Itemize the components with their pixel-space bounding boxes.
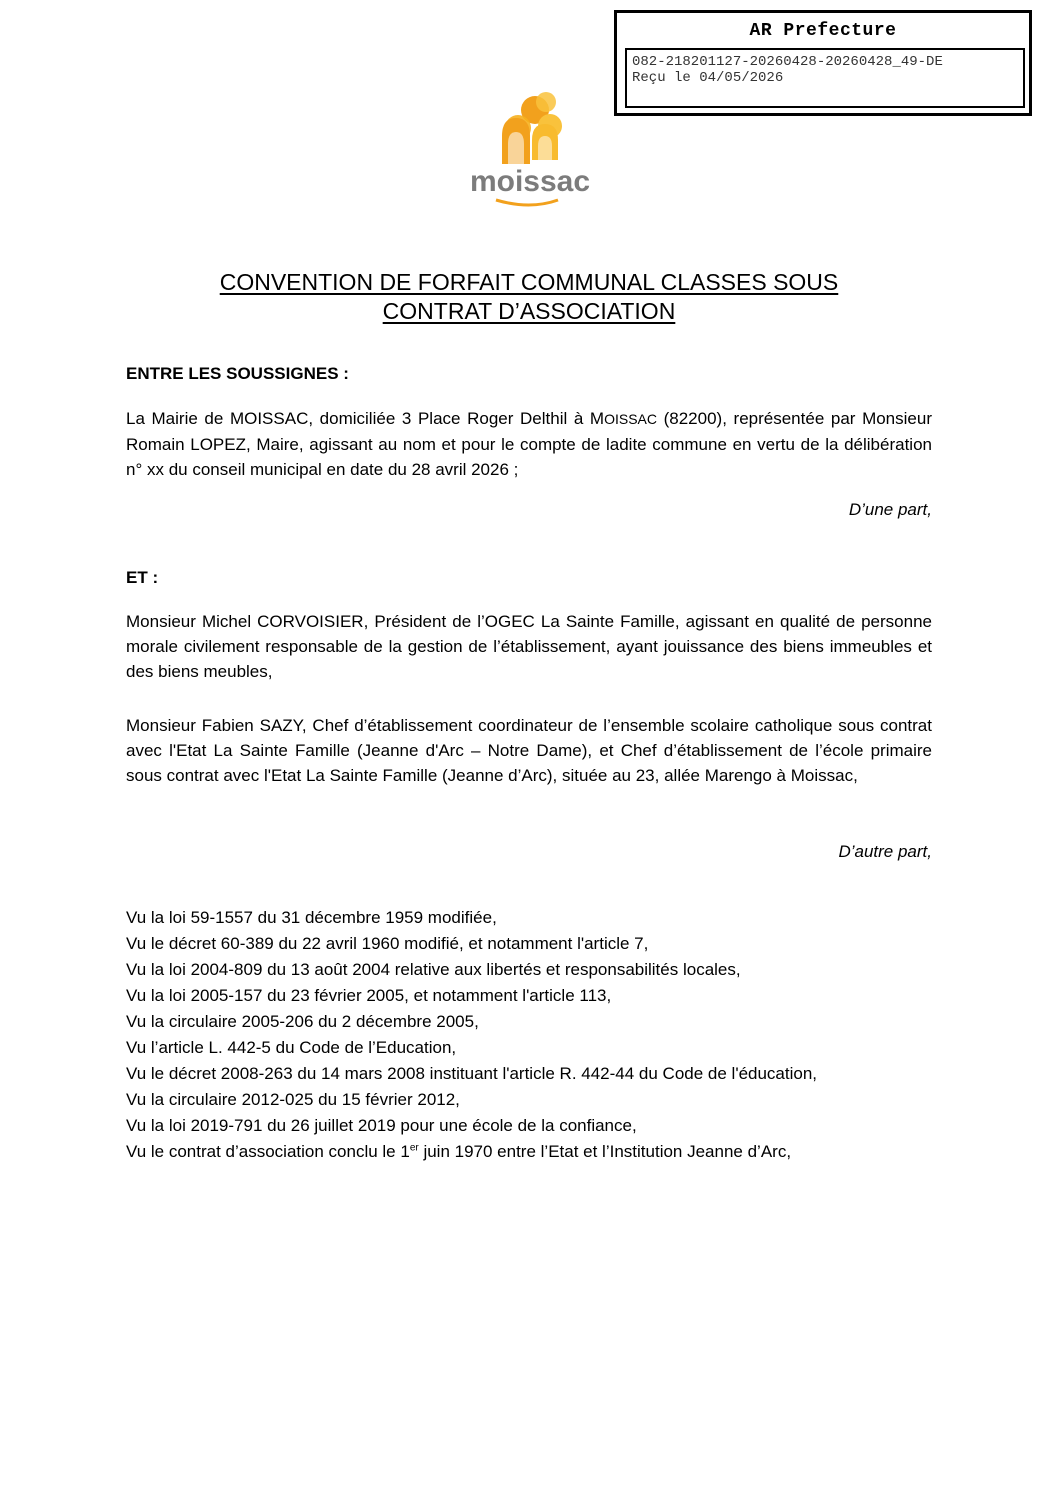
logo-text: moissac — [469, 165, 591, 198]
mairie-text-smallcaps: OISSAC — [604, 411, 657, 427]
moissac-logo-graphic — [450, 88, 610, 210]
legal-reference-item: Vu le décret 2008-263 du 14 mars 2008 instituant l'article R. 442-44 du Code de l'éducation, — [126, 1064, 818, 1083]
stamp-received: Reçu le 04/05/2026 — [632, 70, 784, 86]
ogec-paragraph: Monsieur Michel CORVOISIER, Président de l’OGEC La Sainte Famille, agissant en qualité de personne morale civilement responsable de la gestion de l’établissement, ayant jouissance des biens immeubles et des biens meubles, — [126, 612, 932, 681]
document-title — [126, 268, 932, 326]
logo-circle — [536, 92, 556, 112]
logo-arch-opening — [538, 136, 552, 160]
chef-paragraph: Monsieur Fabien SAZY, Chef d’établissement coordinateur de l’ensemble scolaire catholique sous contrat avec l'Etat La Sainte Famille (Jeanne d'Arc – Notre Dame), et Chef d’établissement de l’école primaire sous contrat avec l'Etat La Sainte Famille (Jeanne d’Arc), située au 23, allée Marengo à Moissac, — [126, 716, 932, 785]
legal-reference-item: Vu la loi 2019-791 du 26 juillet 2019 pour une école de la confiance, — [126, 1116, 637, 1135]
prefecture-stamp — [614, 10, 1032, 116]
legal-reference-last-text: Vu le contrat d’association conclu le 1 — [126, 1142, 410, 1161]
between-heading: ENTRE LES SOUSSIGNES : — [126, 364, 349, 383]
second-party: D’autre part, — [838, 842, 932, 861]
legal-reference-item: Vu la circulaire 2012-025 du 15 février 2012, — [126, 1090, 460, 1109]
first-party: D’une part, — [848, 500, 932, 519]
title-line-1: CONVENTION DE FORFAIT COMMUNAL CLASSES SOUS — [219, 269, 839, 295]
legal-reference-item: Vu le décret 60-389 du 22 avril 1960 modifié, et notamment l'article 7, — [126, 934, 649, 953]
stamp-id: 082-218201127-20260428-20260428_49-DE — [632, 54, 943, 70]
and-heading: ET : — [126, 568, 159, 587]
legal-reference-last — [126, 1139, 932, 1165]
legal-reference-item: Vu la loi 2004-809 du 13 août 2004 relative aux libertés et responsabilités locales, — [126, 960, 741, 979]
legal-reference-item: Vu l’article L. 442-5 du Code de l’Education, — [126, 1038, 457, 1057]
legal-reference-item: Vu la loi 2005-157 du 23 février 2005, et notamment l'article 113, — [126, 986, 612, 1005]
legal-reference-item: Vu la loi 59-1557 du 31 décembre 1959 modifiée, — [126, 908, 497, 927]
legal-references-list — [126, 905, 932, 1139]
stamp-title: AR Prefecture — [749, 21, 897, 41]
legal-reference-last-text-end: juin 1970 entre l’Etat et l’Institution Jeanne d’Arc, — [418, 1142, 792, 1161]
mairie-paragraph — [126, 406, 932, 482]
logo-arch-opening — [508, 132, 524, 164]
legal-reference-item: Vu la circulaire 2005-206 du 2 décembre 2005, — [126, 1012, 479, 1031]
title-line-2: CONTRAT D’ASSOCIATION — [382, 298, 676, 324]
legal-references — [126, 905, 932, 1165]
mairie-text-part1: La Mairie de MOISSAC, domiciliée 3 Place Roger Delthil à M — [126, 409, 605, 428]
stamp-details — [625, 48, 1025, 108]
logo-swoosh — [496, 200, 558, 205]
moissac-logo — [450, 88, 610, 210]
legal-reference-last-sup: er — [409, 1142, 419, 1154]
mairie-text-part2: (82200), représentée par Monsieur Romain LOPEZ, Maire, agissant au nom et pour le compte de ladite commune en vertu de la délibération n° xx du conseil municipal en date du 28 avril 2026 ; — [126, 409, 932, 479]
